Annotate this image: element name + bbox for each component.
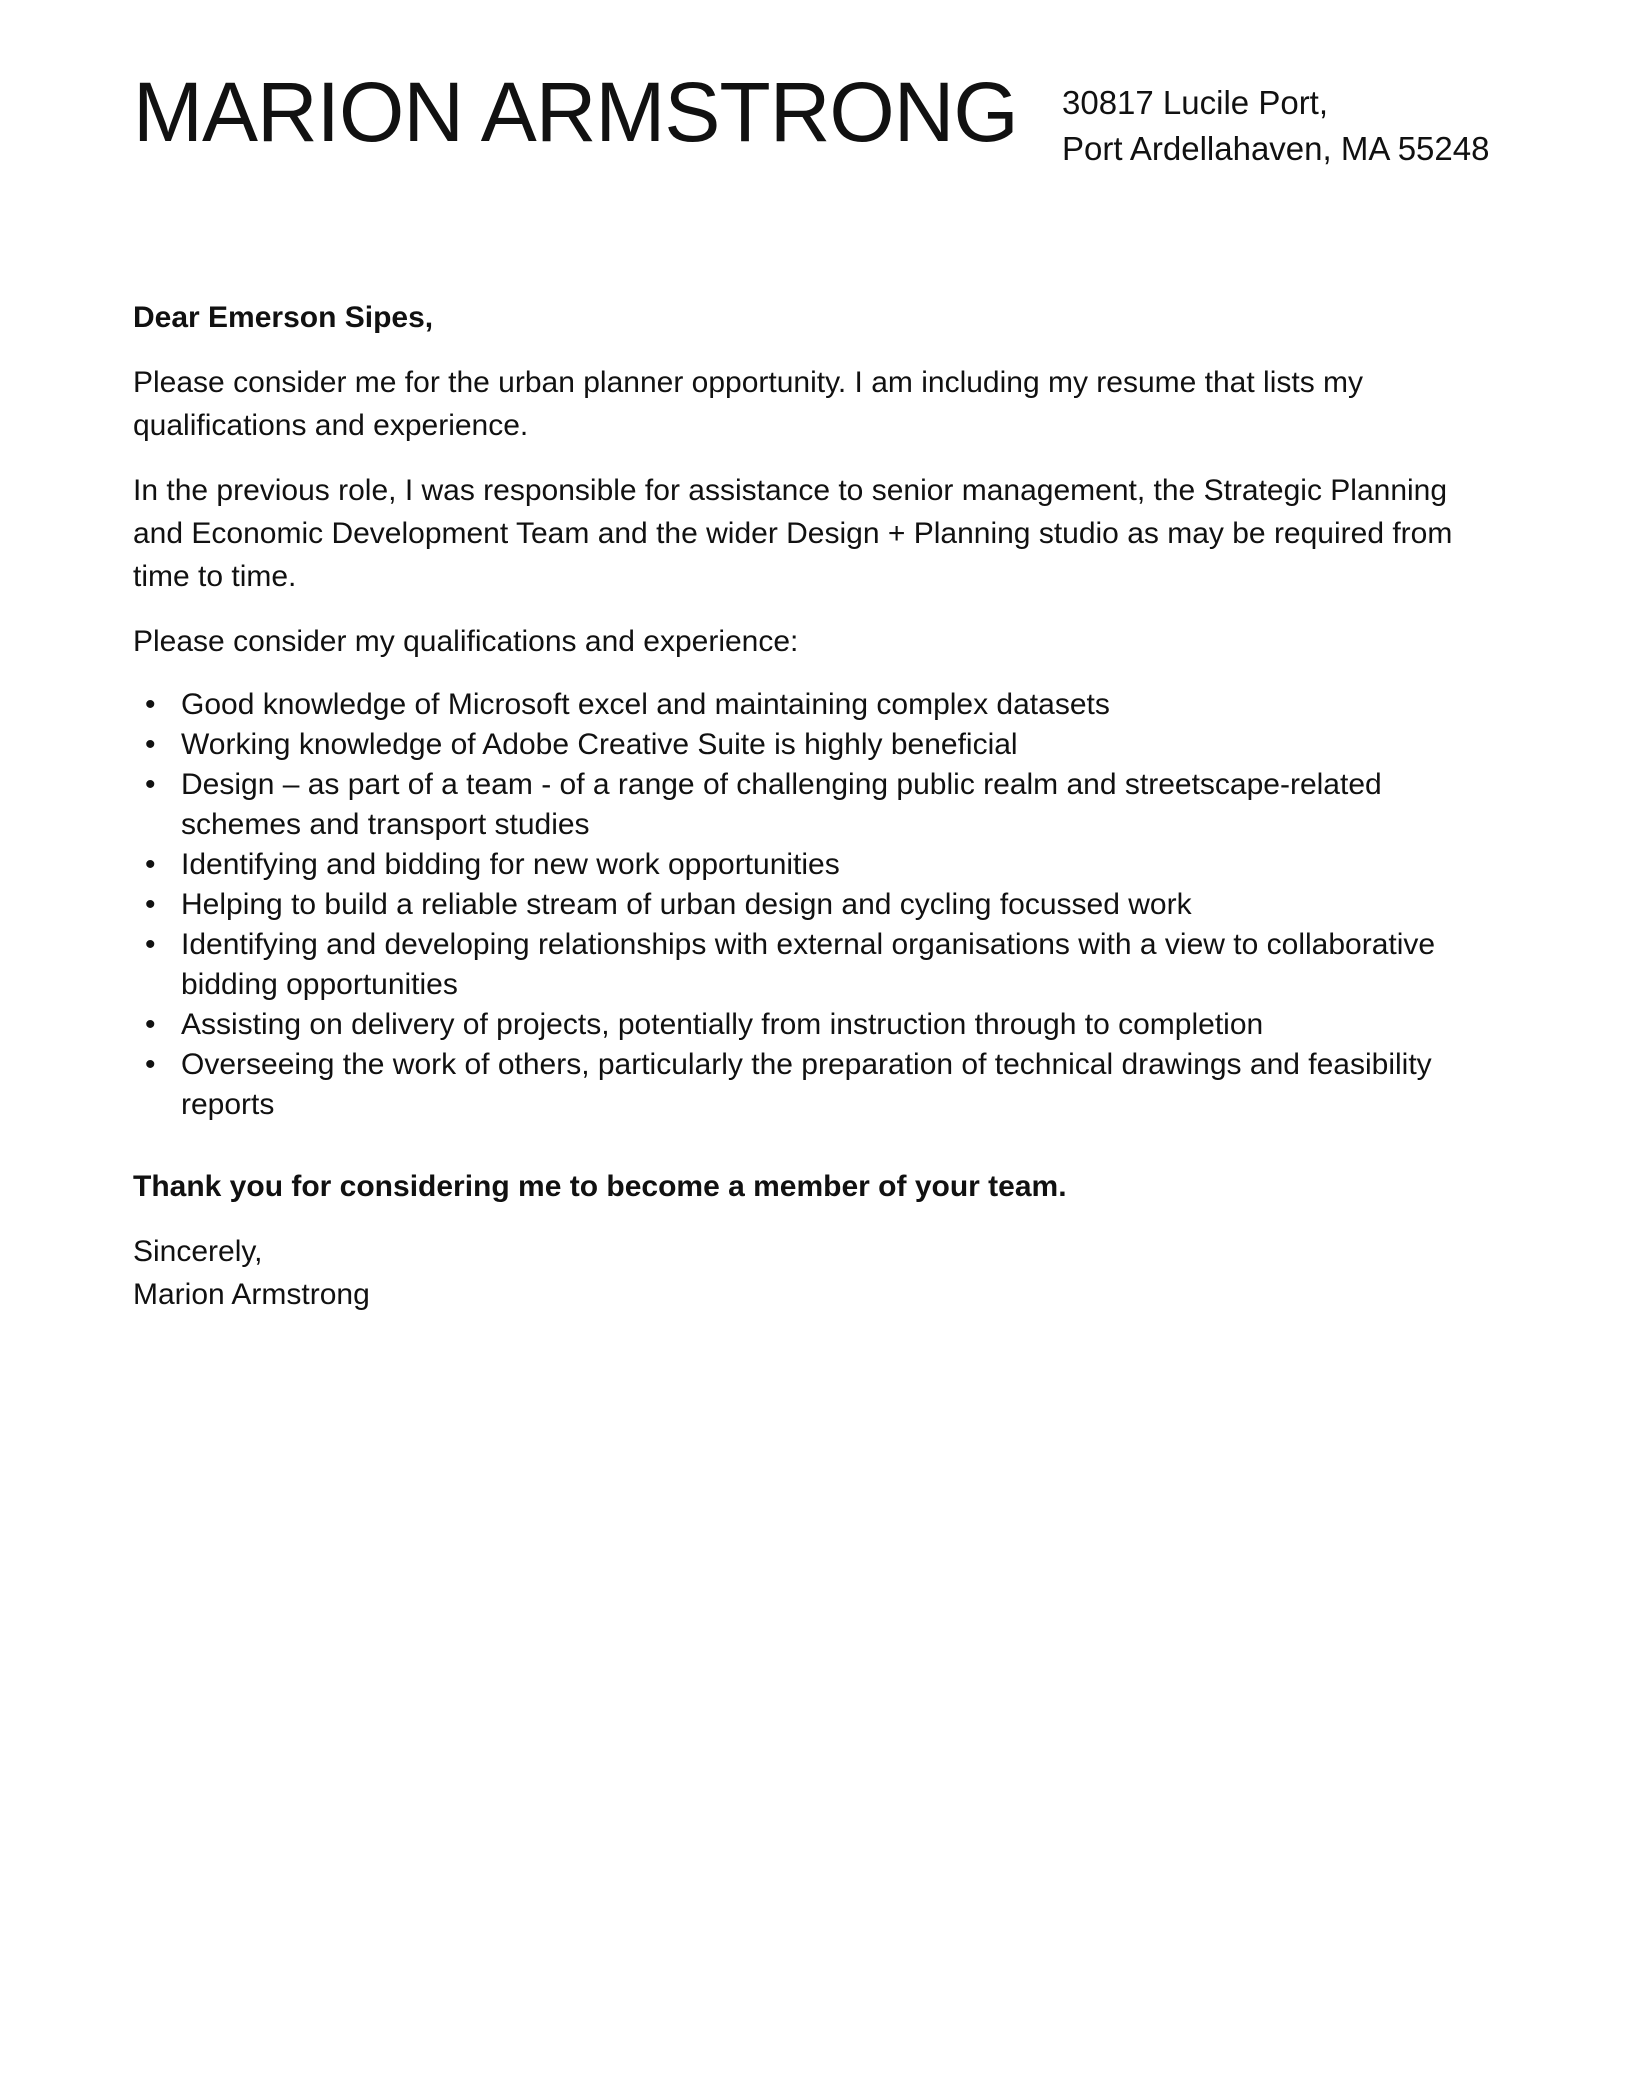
- list-item-text: Identifying and bidding for new work opportunities: [181, 848, 840, 881]
- sender-name: MARION ARMSTRONG: [133, 65, 1018, 159]
- letter-body: [133, 296, 1499, 1316]
- list-item-text: Identifying and developing relationships with external organisations with a view to collaborative bidding opportunities: [181, 928, 1436, 1001]
- letter-page: [133, 0, 1499, 2098]
- list-item: [145, 925, 1499, 1005]
- bullet-icon: •: [145, 848, 156, 881]
- greeting: Dear Emerson Sipes,: [133, 301, 434, 334]
- address-line-2: Port Ardellahaven, MA 55248: [1062, 130, 1490, 167]
- intro-paragraph: Please consider me for the urban planner opportunity. I am including my resume that lists my qualifications and experience.: [133, 366, 1364, 442]
- list-item-text: Design – as part of a team - of a range of challenging public realm and streetscape-related schemes and transport studies: [181, 768, 1382, 841]
- list-item: [145, 725, 1499, 765]
- qualifications-list: [133, 685, 1499, 1125]
- bullet-icon: •: [145, 928, 156, 961]
- list-item-text: Good knowledge of Microsoft excel and maintaining complex datasets: [181, 688, 1110, 721]
- address-line-1: 30817 Lucile Port,: [1062, 84, 1329, 121]
- list-item-text: Helping to build a reliable stream of urban design and cycling focussed work: [181, 888, 1192, 921]
- bullet-icon: •: [145, 768, 156, 801]
- list-item: [145, 885, 1499, 925]
- list-item: [145, 765, 1499, 845]
- qualifications-intro: Please consider my qualifications and experience:: [133, 625, 799, 658]
- list-item-text: Working knowledge of Adobe Creative Suite is highly beneficial: [181, 728, 1018, 761]
- bullet-icon: •: [145, 688, 156, 721]
- bullet-icon: •: [145, 1008, 156, 1041]
- bullet-icon: •: [145, 888, 156, 921]
- list-item: [145, 1045, 1499, 1125]
- bullet-icon: •: [145, 1048, 156, 1081]
- signoff: Sincerely,: [133, 1235, 263, 1268]
- list-item-text: Assisting on delivery of projects, potentially from instruction through to completion: [181, 1008, 1264, 1041]
- signoff-block: [133, 1230, 1499, 1316]
- bullet-icon: •: [145, 728, 156, 761]
- list-item: [145, 685, 1499, 725]
- list-item: [145, 845, 1499, 885]
- signature-name: Marion Armstrong: [133, 1278, 370, 1311]
- previous-role-paragraph: In the previous role, I was responsible for assistance to senior management, the Strategic Planning and Economic Development Team and the wider Design + Planning studio as may be required from time to time.: [133, 474, 1453, 593]
- closing-statement: Thank you for considering me to become a member of your team.: [133, 1170, 1067, 1203]
- sender-address: [1062, 80, 1489, 172]
- letter-header: [133, 0, 1499, 240]
- list-item-text: Overseeing the work of others, particularly the preparation of technical drawings and feasibility reports: [181, 1048, 1432, 1121]
- list-item: [145, 1005, 1499, 1045]
